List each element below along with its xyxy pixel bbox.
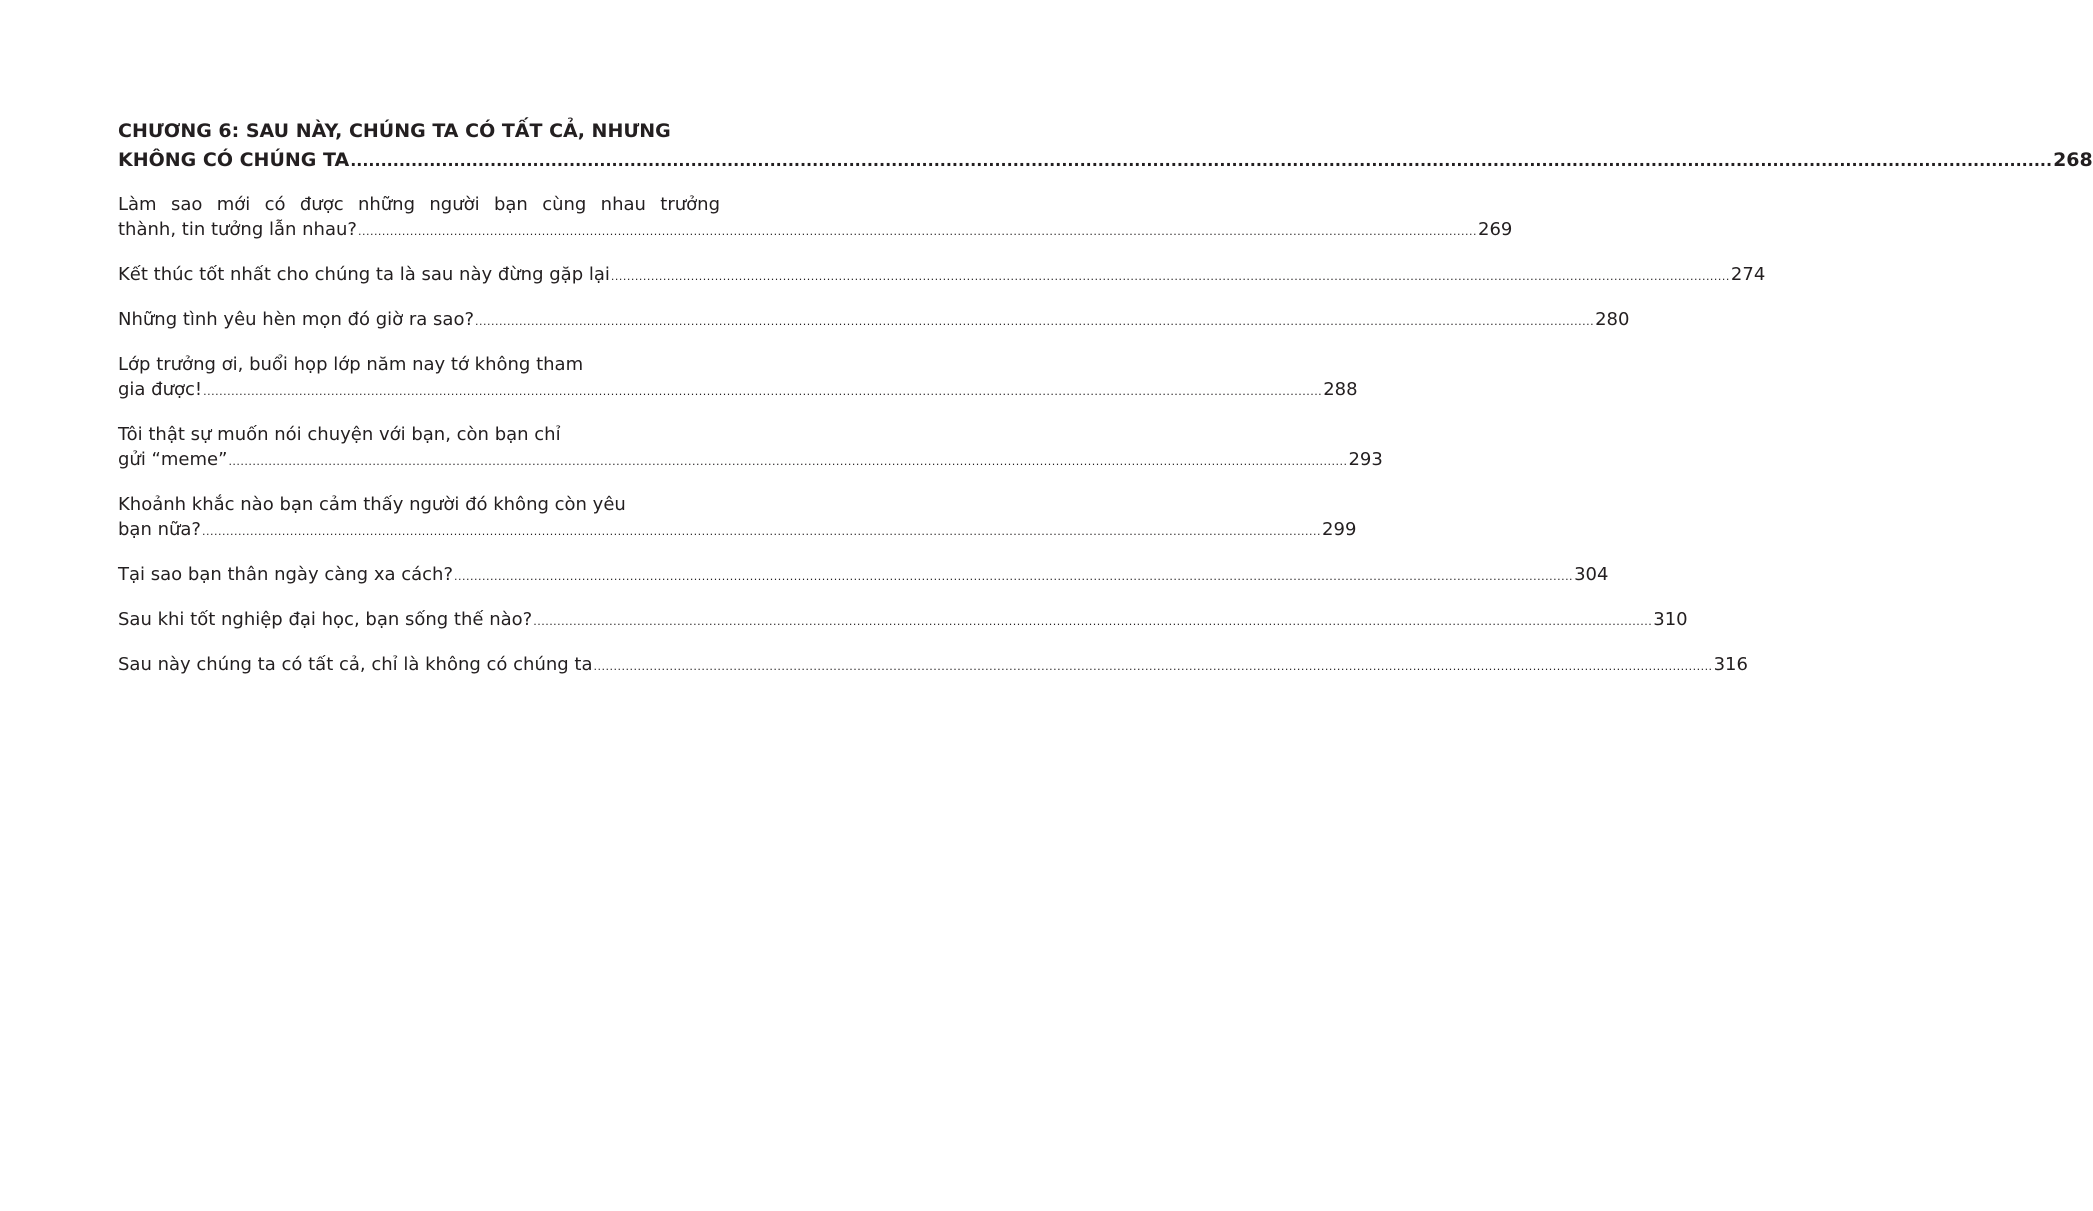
- dot-leader: [594, 654, 1713, 679]
- toc-entry: [118, 422, 1383, 474]
- toc-entry-title-line-1: Làm sao mới có được những người bạn cùng nhau trưởng: [118, 194, 720, 215]
- chapter-title-line-2: KHÔNG CÓ CHÚNG TA: [118, 149, 350, 171]
- toc-entry-page-number: 288: [1323, 379, 1358, 400]
- dot-leader: [533, 609, 1652, 634]
- toc-entry-title-line-1: Khoảnh khắc nào bạn cảm thấy người đó không còn yêu: [118, 494, 626, 515]
- dot-leader: [228, 449, 1347, 474]
- toc-entry-title: Sau khi tốt nghiệp đại học, bạn sống thế nào?: [118, 609, 533, 630]
- toc-entry-title: Tại sao bạn thân ngày càng xa cách?: [118, 564, 454, 585]
- dot-leader: [203, 379, 1322, 404]
- toc-entry-title: Những tình yêu hèn mọn đó giờ ra sao?: [118, 309, 475, 330]
- toc-entry: [118, 307, 1630, 334]
- dot-leader: [454, 564, 1573, 589]
- toc-entry: [118, 607, 1688, 634]
- toc-entry-last-line: [118, 517, 1357, 544]
- toc-entry-page-number: 293: [1348, 449, 1383, 470]
- toc-entry-title: Sau này chúng ta có tất cả, chỉ là không có chúng ta: [118, 654, 593, 675]
- table-of-contents: [118, 117, 2093, 697]
- chapter-heading: [118, 117, 2093, 175]
- toc-entry-title-line-1: Lớp trưởng ơi, buổi họp lớp năm nay tớ không tham: [118, 354, 584, 375]
- toc-entry-page-number: 299: [1322, 519, 1357, 540]
- dot-leader: [202, 519, 1321, 544]
- toc-entry-page-number: 280: [1595, 309, 1630, 330]
- chapter-page-number: 268: [2053, 149, 2093, 171]
- toc-entry-page-number: 274: [1730, 264, 1766, 285]
- toc-entry-title-line-1: Tôi thật sự muốn nói chuyện với bạn, còn bạn chỉ: [118, 424, 561, 445]
- dot-leader: [475, 309, 1594, 334]
- toc-entry-page-number: 304: [1574, 564, 1609, 585]
- toc-entry: [118, 262, 1766, 289]
- toc-entry-title-line-2: gửi “meme”: [118, 449, 228, 470]
- dot-leader: [350, 146, 2052, 175]
- chapter-title-line-1: CHƯƠNG 6: SAU NÀY, CHÚNG TA CÓ TẤT CẢ, NHƯNG: [118, 120, 671, 142]
- dot-leader: [358, 219, 1477, 244]
- toc-entry: [118, 492, 1357, 544]
- toc-entry: [118, 192, 1513, 244]
- toc-entry-title: Kết thúc tốt nhất cho chúng ta là sau này đừng gặp lại: [118, 264, 610, 285]
- toc-entry-title-line-2: thành, tin tưởng lẫn nhau?: [118, 219, 357, 240]
- toc-entry-title-line-2: gia được!: [118, 379, 203, 400]
- toc-entry-page-number: 310: [1653, 609, 1688, 630]
- toc-entry-title-line-2: bạn nữa?: [118, 519, 201, 540]
- toc-entry-page-number: 269: [1478, 219, 1513, 240]
- chapter-title-line-2-row: [118, 146, 2093, 175]
- toc-entry: [118, 652, 1748, 679]
- toc-entry-last-line: [118, 217, 1513, 244]
- toc-entry-last-line: [118, 377, 1358, 404]
- toc-entry: [118, 562, 1609, 589]
- toc-entry-last-line: [118, 447, 1383, 474]
- toc-entry: [118, 352, 1358, 404]
- toc-entry-page-number: 316: [1713, 654, 1748, 675]
- dot-leader: [611, 264, 1730, 289]
